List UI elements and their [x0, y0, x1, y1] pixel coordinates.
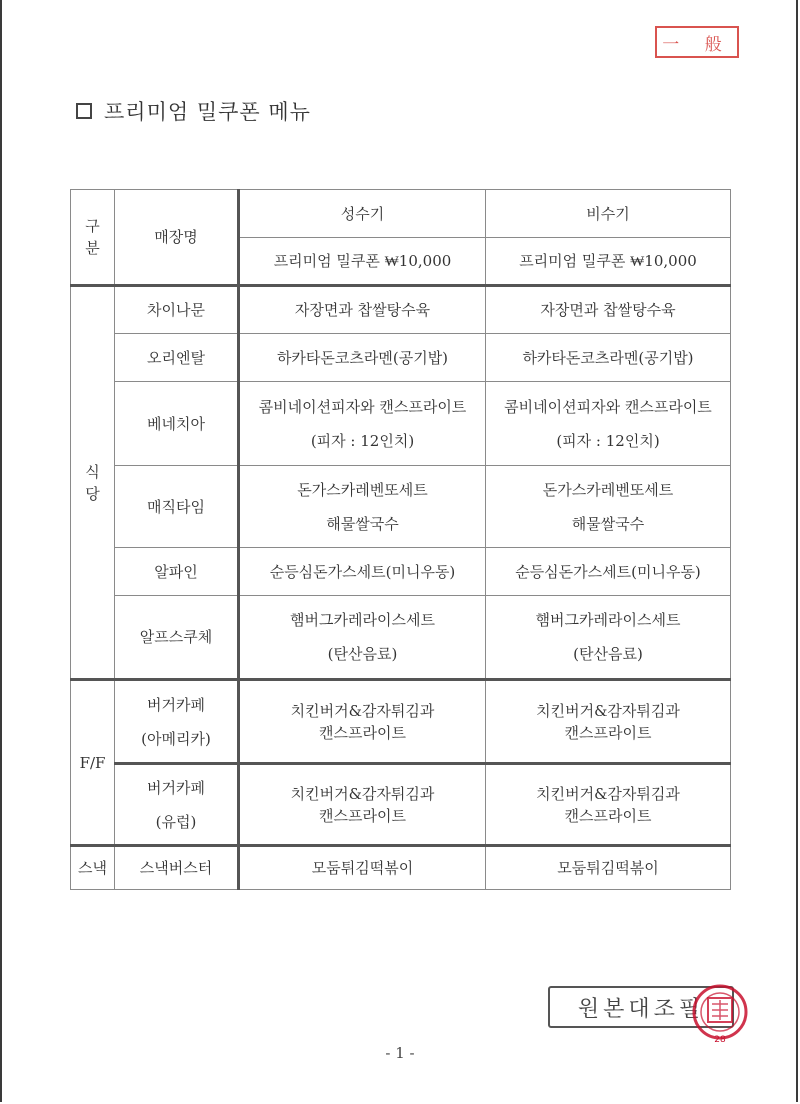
peak-menu: 치킨버거&감자튀김과 캔스프라이트: [239, 680, 486, 764]
peak-menu: 모둠튀김떡볶이: [239, 846, 486, 890]
header-peak-coupon: 프리미엄 밀쿠폰 ₩10,000: [239, 238, 486, 286]
offpeak-menu: 하카타돈코츠라멘(공기밥): [486, 334, 731, 382]
header-peak: 성수기: [239, 190, 486, 238]
table-row: [71, 548, 731, 596]
offpeak-menu: 순등심돈가스세트(미니우동): [486, 548, 731, 596]
group-label: 스낵: [71, 846, 115, 890]
peak-menu: 햄버그카레라이스세트 (탄산음료): [239, 596, 486, 680]
page-title-text: 프리미엄 밀쿠폰 메뉴: [104, 100, 311, 124]
header-store: 매장명: [115, 190, 239, 286]
header-offpeak: 비수기: [486, 190, 731, 238]
table-row: [71, 286, 731, 334]
offpeak-menu: 햄버그카레라이스세트 (탄산음료): [486, 596, 731, 680]
table-row: [71, 382, 731, 466]
table-header-row: [71, 190, 731, 238]
seal-number: 28: [714, 1035, 726, 1045]
official-seal-icon: [680, 982, 750, 1046]
header-offpeak-coupon: 프리미엄 밀쿠폰 ₩10,000: [486, 238, 731, 286]
peak-menu: 순등심돈가스세트(미니우동): [239, 548, 486, 596]
page-number: - 1 -: [385, 1044, 415, 1062]
store-name: 알파인: [115, 548, 239, 596]
peak-menu: 하카타돈코츠라멘(공기밥): [239, 334, 486, 382]
table-row: [71, 846, 731, 890]
peak-menu: 콤비네이션피자와 캔스프라이트 (피자 : 12인치): [239, 382, 486, 466]
table-row: [71, 680, 731, 764]
table-row: [71, 764, 731, 846]
offpeak-menu: 돈가스카레벤또세트 해물쌀국수: [486, 466, 731, 548]
store-name: 버거카페 (유럽): [115, 764, 239, 846]
menu-table: [70, 189, 731, 890]
offpeak-menu: 콤비네이션피자와 캔스프라이트 (피자 : 12인치): [486, 382, 731, 466]
table-row: [71, 596, 731, 680]
group-label: F/F: [71, 680, 115, 846]
original-certified-stamp: 원본대조필: [548, 986, 734, 1028]
group-label: 식 당: [71, 286, 115, 680]
classification-stamp: 一 般: [655, 26, 739, 58]
peak-menu: 치킨버거&감자튀김과 캔스프라이트: [239, 764, 486, 846]
peak-menu: 자장면과 찹쌀탕수육: [239, 286, 486, 334]
checkbox-square-icon: [76, 103, 92, 119]
store-name: 버거카페 (아메리카): [115, 680, 239, 764]
store-name: 스낵버스터: [115, 846, 239, 890]
store-name: 알프스쿠체: [115, 596, 239, 680]
store-name: 차이나문: [115, 286, 239, 334]
peak-menu: 돈가스카레벤또세트 해물쌀국수: [239, 466, 486, 548]
store-name: 매직타임: [115, 466, 239, 548]
page-title: [76, 96, 311, 126]
offpeak-menu: 치킨버거&감자튀김과 캔스프라이트: [486, 764, 731, 846]
offpeak-menu: 자장면과 찹쌀탕수육: [486, 286, 731, 334]
table-row: [71, 466, 731, 548]
offpeak-menu: 모둠튀김떡볶이: [486, 846, 731, 890]
offpeak-menu: 치킨버거&감자튀김과 캔스프라이트: [486, 680, 731, 764]
store-name: 오리엔탈: [115, 334, 239, 382]
header-category: 구 분: [71, 190, 115, 286]
store-name: 베네치아: [115, 382, 239, 466]
table-row: [71, 334, 731, 382]
